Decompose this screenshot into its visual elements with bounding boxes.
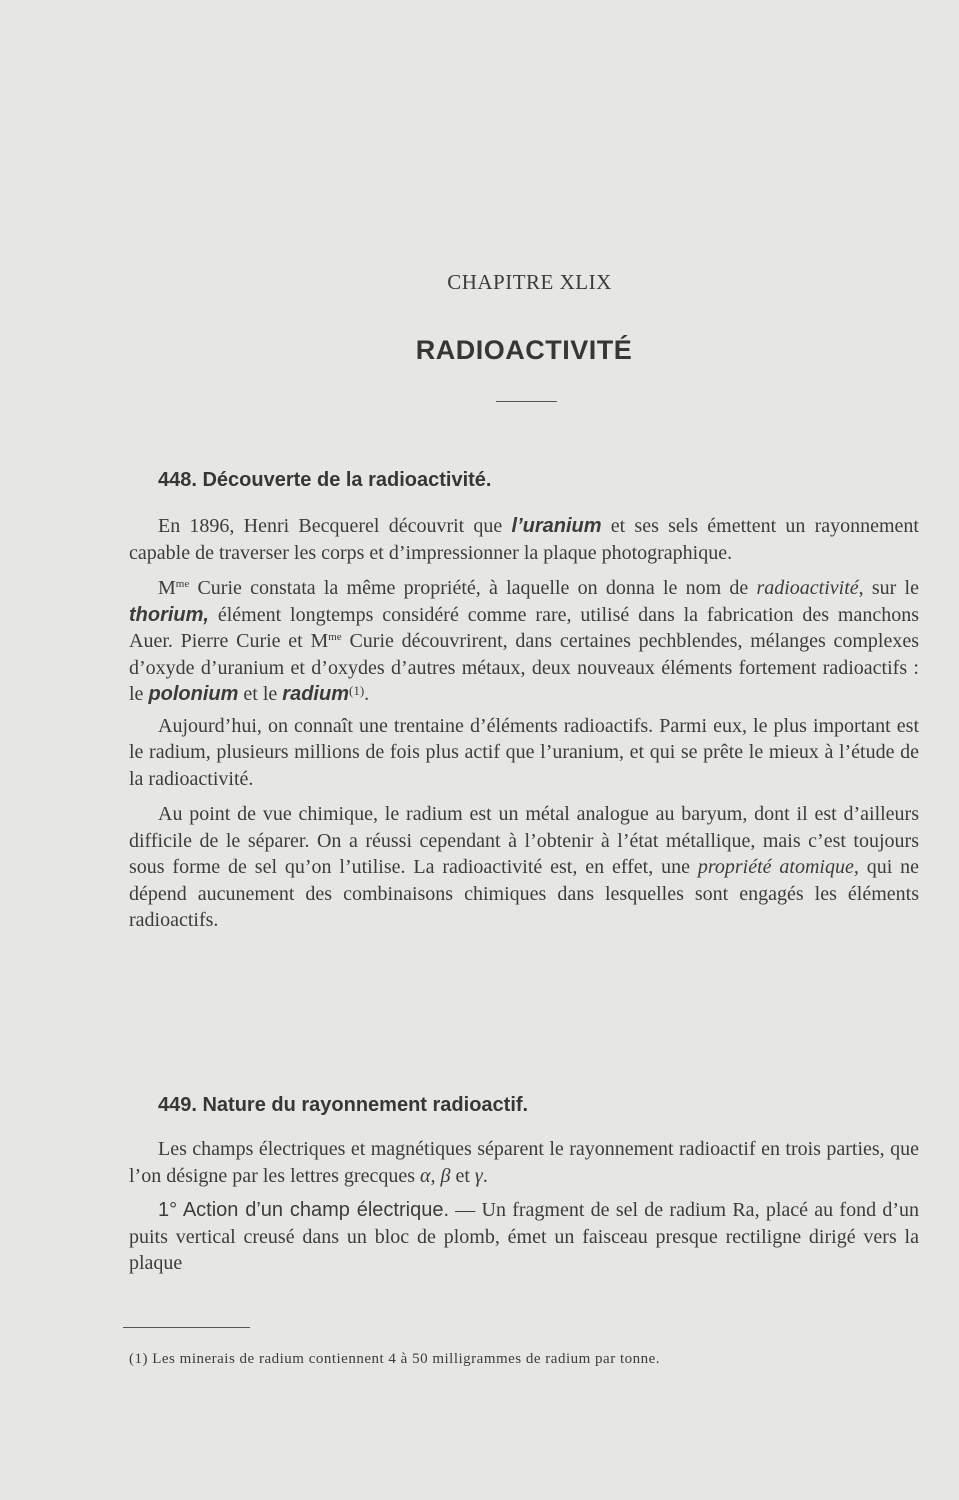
footnote: (1) Les minerais de radium contiennent 4 à 50 milligrammes de radium par tonne.	[129, 1351, 661, 1367]
chapter-label: CHAPITRE XLIX	[447, 270, 612, 294]
chapter-title: RADIOACTIVITÉ	[415, 335, 633, 365]
paragraph: 1° Action d’un champ électrique. — Un fragment de sel de radium Ra, placé au fond d’un puits vertical creusé dans un bloc de plomb, émet un faisceau presque rectiligne dirigé vers la plaque	[129, 1199, 919, 1274]
paragraph: Les champs électriques et magnétiques séparent le rayonnement radioactif en trois parties, que l’on désigne par les lettres grecques α, β et γ.	[129, 1138, 919, 1187]
section-heading-449: 449. Nature du rayonnement radioactif.	[158, 1094, 529, 1116]
section-448-body	[129, 513, 919, 934]
paragraph: Aujourd’hui, on connaît une trentaine d’éléments radioactifs. Parmi eux, le plus important est le radium, plusieurs millions de fois plus actif que l’uranium, et qui se prête le mieux à l’étude de la radioactivité.	[129, 714, 919, 790]
footnote-ref: (1)	[348, 683, 365, 698]
section-heading-448: 448. Découverte de la radioactivité.	[158, 469, 492, 491]
paragraph: Au point de vue chimique, le radium est un métal analogue au baryum, dont il est d’ailleurs difficile de le séparer. On a réussi cependant à l’obtenir à l’état métallique, mais c’est toujours sous forme de sel qu’on l’utilise. La radioactivité est, en effet, une propriété atomique, qui ne dépend aucunement des combinaisons chimiques dans lesquelles sont engagés les éléments radioactifs.	[129, 803, 920, 931]
footnote-divider	[123, 1327, 250, 1328]
paragraph: En 1896, Henri Becquerel découvrit que l’uranium et ses sels émettent un rayonnement capable de traverser les corps et d’impressionner la plaque photographique.	[129, 515, 919, 564]
paragraph: $M^{me}$ Curie constata la même propriété, à laquelle on donna le nom de radioactivité, sur le thorium, élément longtemps considéré comme rare, utilisé dans la fabrication des manchons Auer. Pierre Curie et $M^{me}$ Curie découvrirent, dans certaines pechblendes, mélanges complexes d’oxyde d’uranium et d’oxydes d’autres métaux, deux nouveaux éléments fortement radioactifs : le polonium et le radium$^{(1)}$.	[129, 577, 919, 705]
section-449-body	[129, 1136, 919, 1277]
title-divider	[496, 401, 557, 402]
